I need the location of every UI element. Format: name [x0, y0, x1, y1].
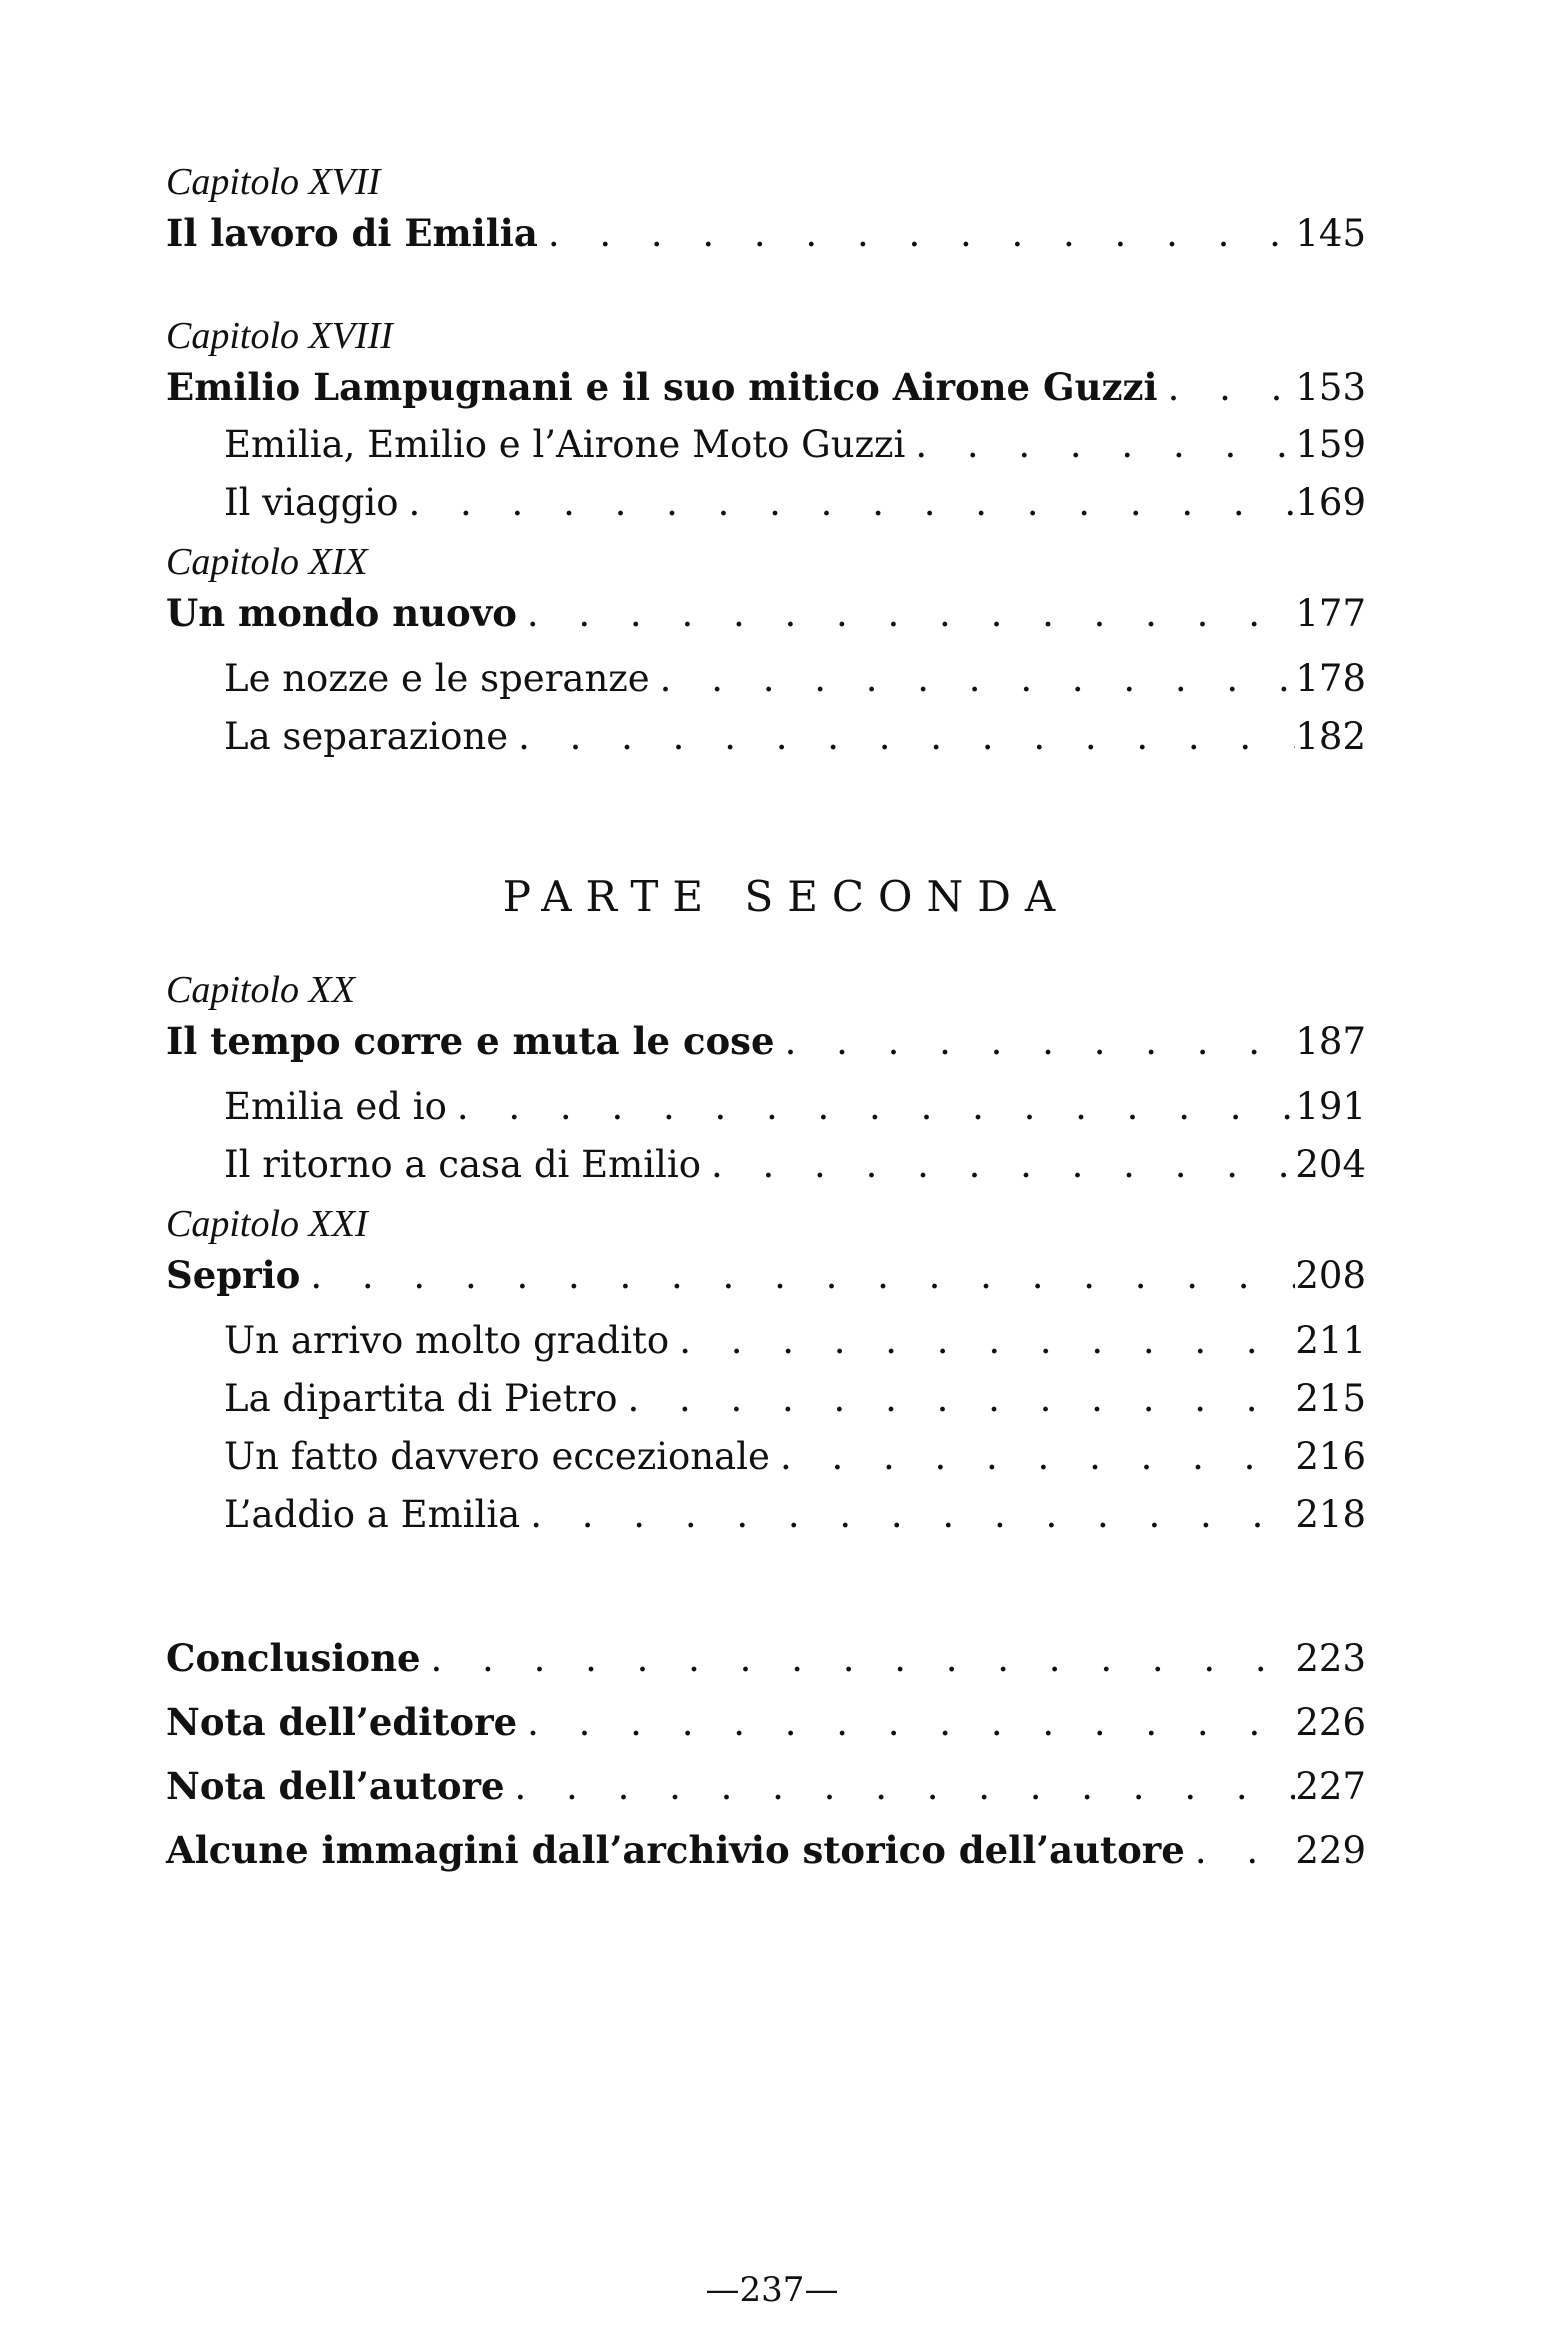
toc-part-one	[166, 160, 1366, 766]
entry-page: 223	[1295, 1637, 1366, 1680]
chapter-label: Capitolo XIX	[166, 541, 368, 583]
entry-title: Seprio	[166, 1253, 301, 1297]
entry-title: Un fatto davvero eccezionale	[224, 1435, 770, 1478]
entry-page: 215	[1295, 1377, 1366, 1420]
entry-title: Emilio Lampugnani e il suo mitico Airone Guzzi	[166, 365, 1158, 409]
toc-subentry	[166, 1370, 1366, 1428]
entry-page: 218	[1295, 1493, 1366, 1536]
toc-subentry	[166, 650, 1366, 708]
part-heading: PARTE SECONDA	[502, 872, 1070, 921]
dot-leader	[520, 1486, 1295, 1544]
dot-leader	[517, 1691, 1295, 1755]
dot-leader	[775, 1013, 1296, 1071]
chapter-label: Capitolo XX	[166, 969, 355, 1011]
toc-entry	[166, 584, 1366, 642]
entry-title: Il lavoro di Emilia	[166, 211, 538, 255]
toc-subentry	[166, 1078, 1366, 1136]
entry-title: Le nozze e le speranze	[224, 657, 650, 700]
entry-page: 211	[1295, 1319, 1366, 1362]
dot-leader	[617, 1370, 1295, 1428]
toc-entry	[166, 1626, 1366, 1690]
toc-closing	[166, 1626, 1366, 1882]
dot-leader	[399, 474, 1296, 532]
toc-entry	[166, 358, 1366, 416]
chapter-label: Capitolo XXI	[166, 1203, 368, 1245]
entry-title: Un mondo nuovo	[166, 591, 517, 635]
entry-title: La dipartita di Pietro	[224, 1377, 618, 1420]
entry-title: Un arrivo molto gradito	[224, 1319, 670, 1362]
toc-subentry	[166, 416, 1366, 474]
entry-title: Nota dell’editore	[166, 1700, 518, 1744]
entry-page: 159	[1295, 423, 1366, 466]
dot-leader	[421, 1627, 1296, 1691]
dot-leader	[1158, 359, 1296, 417]
entry-title: Il tempo corre e muta le cose	[166, 1019, 775, 1063]
dot-leader	[770, 1428, 1295, 1486]
toc-subentry	[166, 1312, 1366, 1370]
entry-title: Nota dell’autore	[166, 1764, 505, 1808]
page-number: —237—	[705, 2270, 839, 2310]
dot-leader	[505, 1755, 1296, 1819]
dot-leader	[1185, 1819, 1296, 1883]
toc-subentry	[166, 1136, 1366, 1194]
toc-entry	[166, 1690, 1366, 1754]
toc-entry	[166, 1818, 1366, 1882]
toc-entry	[166, 1246, 1366, 1304]
entry-title: Conclusione	[166, 1636, 421, 1680]
entry-title: La separazione	[224, 715, 509, 758]
entry-title: L’addio a Emilia	[224, 1493, 521, 1536]
entry-page: 169	[1295, 481, 1366, 524]
entry-page: 229	[1295, 1829, 1366, 1872]
entry-page: 182	[1295, 715, 1366, 758]
dot-leader	[517, 585, 1296, 643]
toc-subentry	[166, 708, 1366, 766]
entry-page: 208	[1295, 1254, 1366, 1297]
dot-leader	[300, 1247, 1295, 1305]
entry-title: Emilia ed io	[224, 1085, 447, 1128]
toc-part-two	[166, 968, 1366, 1544]
entry-title: Il viaggio	[224, 481, 399, 524]
dot-leader	[508, 708, 1295, 766]
toc-entry	[166, 1754, 1366, 1818]
dot-leader	[669, 1312, 1295, 1370]
toc-entry	[166, 204, 1366, 262]
entry-page: 191	[1295, 1085, 1366, 1128]
entry-page: 204	[1295, 1143, 1366, 1186]
dot-leader	[650, 650, 1296, 708]
entry-page: 177	[1295, 592, 1366, 635]
toc-entry	[166, 1012, 1366, 1070]
entry-page: 187	[1295, 1020, 1366, 1063]
toc-subentry	[166, 1486, 1366, 1544]
dot-leader	[447, 1078, 1296, 1136]
dot-leader	[701, 1136, 1295, 1194]
dot-leader	[905, 416, 1295, 474]
entry-page: 153	[1295, 366, 1366, 409]
toc-subentry	[166, 1428, 1366, 1486]
dot-leader	[538, 205, 1296, 263]
chapter-label: Capitolo XVII	[166, 161, 381, 203]
chapter-label: Capitolo XVIII	[166, 315, 393, 357]
entry-title: Il ritorno a casa di Emilio	[224, 1143, 701, 1186]
entry-title: Emilia, Emilio e l’Airone Moto Guzzi	[224, 423, 906, 466]
entry-page: 227	[1295, 1765, 1366, 1808]
entry-page: 226	[1295, 1701, 1366, 1744]
entry-page: 178	[1295, 657, 1366, 700]
entry-title: Alcune immagini dall’archivio storico dell’autore	[166, 1828, 1185, 1872]
entry-page: 145	[1295, 212, 1366, 255]
entry-page: 216	[1295, 1435, 1366, 1478]
toc-subentry	[166, 474, 1366, 532]
